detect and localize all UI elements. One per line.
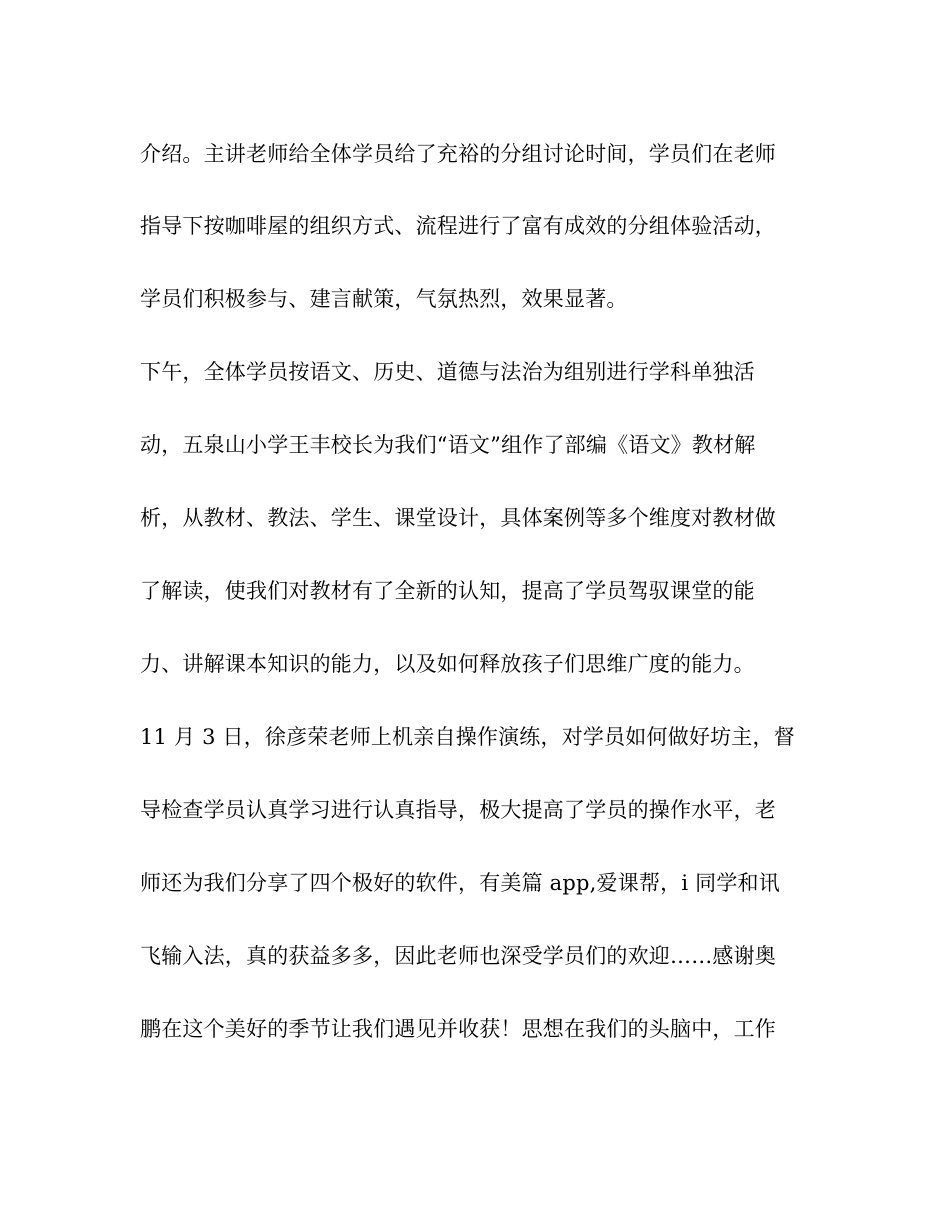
paragraph-line: 动，五泉山小学王丰校长为我们“语文”组作了部编《语文》教材解 [140, 433, 756, 457]
paragraph-line: 师还为我们分享了四个极好的软件，有美篇 app,爱课帮，i 同学和讯 [140, 871, 780, 895]
paragraph-line: 力、讲解课本知识的能力，以及如何释放孩子们思维广度的能力。 [140, 652, 755, 676]
paragraph-line: 介绍。主讲老师给全体学员给了充裕的分组讨论时间，学员们在老师 [140, 142, 776, 166]
paragraph-line: 导检查学员认真学习进行认真指导，极大提高了学员的操作水平，老 [140, 798, 776, 822]
paragraph-line: 了解读，使我们对教材有了全新的认知，提高了学员驾驭课堂的能 [140, 579, 755, 603]
paragraph-line: 飞输入法，真的获益多多，因此老师也深受学员们的欢迎……感谢奥 [140, 944, 776, 968]
paragraph-line: 析，从教材、教法、学生、课堂设计，具体案例等多个维度对教材做 [140, 506, 776, 530]
paragraph-line: 学员们积极参与、建言献策，气氛热烈，效果显著。 [140, 287, 628, 311]
paragraph-line: 下午，全体学员按语文、历史、道德与法治为组别进行学科单独活 [140, 360, 755, 384]
paragraph-line: 指导下按咖啡屋的组织方式、流程进行了富有成效的分组体验活动， [140, 214, 776, 238]
paragraph-line: 鹏在这个美好的季节让我们遇见并收获！思想在我们的头脑中，工作 [140, 1017, 776, 1041]
paragraph-line: 11 月 3 日，徐彦荣老师上机亲自操作演练，对学员如何做好坊主，督 [140, 725, 795, 749]
